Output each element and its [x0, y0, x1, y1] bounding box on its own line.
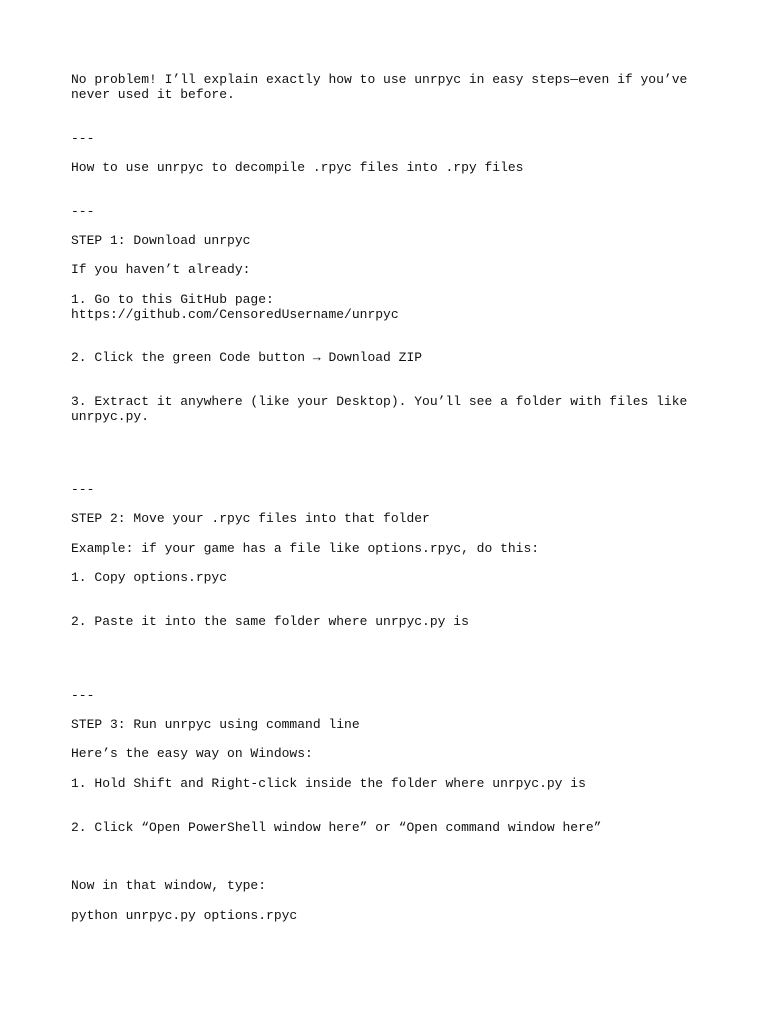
separator: ---	[71, 688, 95, 703]
step3-item-1: 1. Hold Shift and Right-click inside the folder where unrpyc.py is	[71, 776, 586, 791]
step3-title: STEP 3: Run unrpyc using command line	[71, 717, 360, 732]
step1-item-1: 1. Go to this GitHub page: https://github.com/CensoredUsername/unrpyc	[71, 292, 399, 322]
document-heading: How to use unrpyc to decompile .rpyc files into .rpy files	[71, 160, 524, 175]
step1-title: STEP 1: Download unrpyc	[71, 233, 251, 248]
intro-paragraph: No problem! I’ll explain exactly how to use unrpyc in easy steps—even if you’ve never used it before.	[71, 72, 696, 102]
separator: ---	[71, 131, 95, 146]
step2-item-1: 1. Copy options.rpyc	[71, 570, 228, 585]
separator: ---	[71, 204, 95, 219]
step3-after: Now in that window, type:	[71, 878, 267, 893]
step2-item-2: 2. Paste it into the same folder where unrpyc.py is	[71, 614, 469, 629]
step3-command: python unrpyc.py options.rpyc	[71, 908, 298, 923]
step2-lead: Example: if your game has a file like options.rpyc, do this:	[71, 541, 540, 556]
step1-item-2: 2. Click the green Code button → Download ZIP	[71, 350, 423, 365]
step1-item-3: 3. Extract it anywhere (like your Desktop). You’ll see a folder with files like unrpyc.py.	[71, 394, 696, 424]
step3-item-2: 2. Click “Open PowerShell window here” or “Open command window here”	[71, 820, 602, 835]
step1-lead: If you haven’t already:	[71, 262, 251, 277]
step3-lead: Here’s the easy way on Windows:	[71, 746, 313, 761]
separator: ---	[71, 482, 95, 497]
step2-title: STEP 2: Move your .rpyc files into that folder	[71, 511, 430, 526]
